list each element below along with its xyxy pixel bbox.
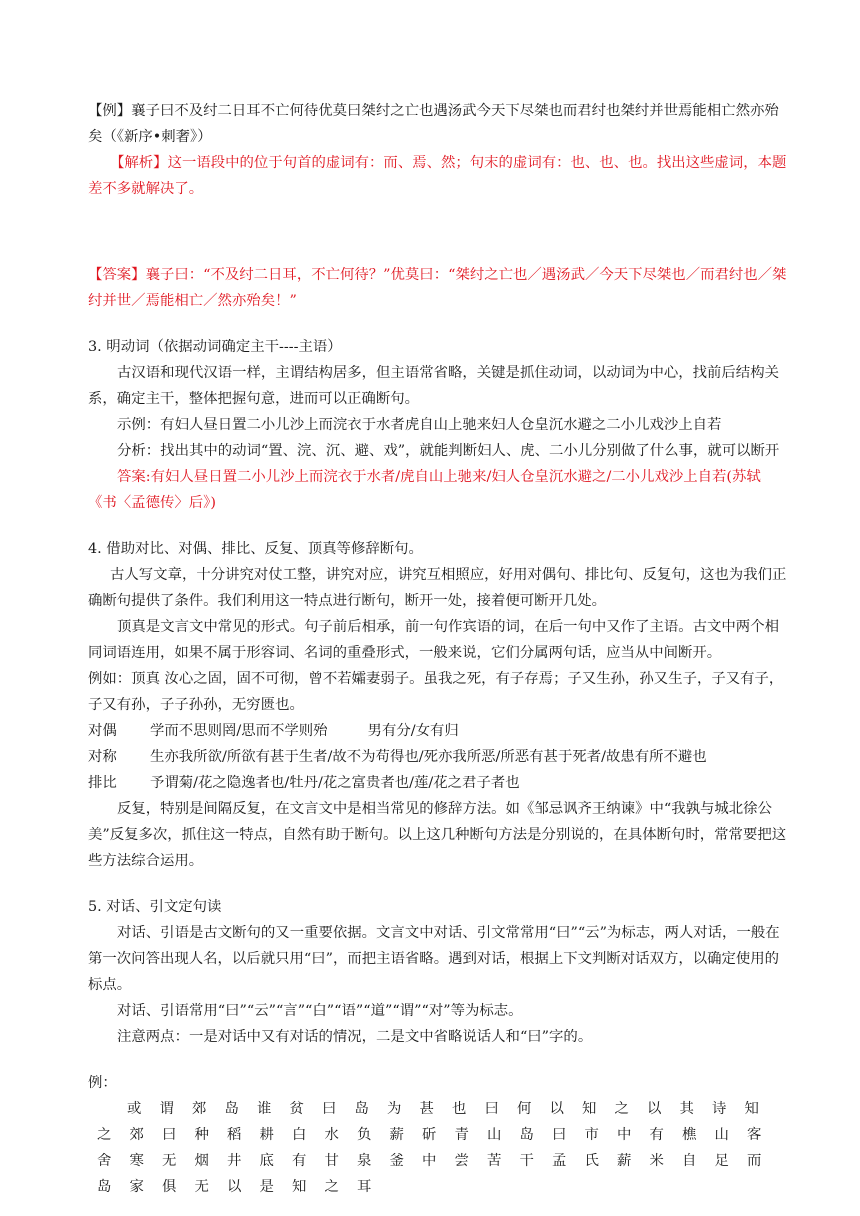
- rhetoric-example: 予谓菊/花之隐逸者也/牡丹/花之富贵者也/莲/花之君子者也: [150, 775, 520, 791]
- section4-paragraph-3: 反复，特别是间隔反复，在文言文中是相当常见的修辞方法。如《邹忌讽齐王纳谏》中“我孰与城北徐公美”反复多次，抓住这一特点，自然有助于断句。以上这几种断句方法是分别说的，在具体断句时，常常要把这些方法综合运用。: [88, 801, 787, 869]
- passage-char: 之: [614, 1101, 629, 1117]
- passage-char: 自: [682, 1153, 697, 1169]
- passage-char: 山: [714, 1127, 729, 1143]
- passage-char: 曰: [322, 1101, 337, 1117]
- rhetoric-label: 排比: [88, 775, 117, 791]
- passage-char: 家: [129, 1179, 144, 1195]
- passage-char: 何: [517, 1101, 532, 1117]
- passage-char: 白: [292, 1127, 307, 1143]
- rhetoric-row-duiou: [88, 718, 788, 744]
- passage-char: 谓: [159, 1101, 174, 1117]
- passage-char: 岛: [224, 1101, 239, 1117]
- passage-char: 干: [519, 1153, 534, 1169]
- section4-example: 例如：顶真 汝心之固，固不可彻，曾不若孀妻弱子。虽我之死，有子存焉；子又生孙，孙又生子，子又有子，子又有孙，子子孙孙，无穷匮也。: [88, 671, 784, 713]
- passage-char: 苦: [487, 1153, 502, 1169]
- passage-char: 有: [649, 1127, 664, 1143]
- passage-char: 甘: [324, 1153, 339, 1169]
- passage-char: 水: [324, 1127, 339, 1143]
- passage-char: 客: [747, 1127, 762, 1143]
- passage-char: 负: [357, 1127, 372, 1143]
- passage-char: 郊: [129, 1127, 144, 1143]
- passage-char: 为: [387, 1101, 402, 1117]
- passage-char: 郊: [192, 1101, 207, 1117]
- passage-char: 诗: [712, 1101, 727, 1117]
- passage-char: 岛: [519, 1127, 534, 1143]
- passage-char: 甚: [419, 1101, 434, 1117]
- passage-char: 之: [324, 1179, 339, 1195]
- unpunctuated-passage: [88, 1096, 788, 1200]
- passage-char: 市: [584, 1127, 599, 1143]
- passage-char: 足: [714, 1153, 729, 1169]
- rhetoric-row-paibi: [88, 770, 788, 796]
- passage-char: 知: [292, 1179, 307, 1195]
- passage-char: 谁: [257, 1101, 272, 1117]
- passage-char: 贫: [289, 1101, 304, 1117]
- rhetoric-label: 对偶: [88, 723, 117, 739]
- passage-char: 曰: [552, 1127, 567, 1143]
- passage-char: 是: [259, 1179, 274, 1195]
- passage-char: 耳: [357, 1179, 372, 1195]
- section5-paragraph-3: 注意两点：一是对话中又有对话的情况，二是文中省略说话人和“曰”字的。: [117, 1029, 593, 1045]
- passage-char: 樵: [682, 1127, 697, 1143]
- passage-char: 有: [292, 1153, 307, 1169]
- passage-char: 山: [487, 1127, 502, 1143]
- passage-char: 曰: [162, 1127, 177, 1143]
- passage-char: 以: [227, 1179, 242, 1195]
- passage-char: 舍: [97, 1153, 112, 1169]
- section3-sample: 示例：有妇人昼日置二小儿沙上而浣衣于水者虎自山上驰来妇人仓皇沉水避之二小儿戏沙上自若: [117, 417, 722, 433]
- section3-analysis: 分析：找出其中的动词“置、浣、沉、避、戏”，就能判断妇人、虎、二小儿分别做了什么事，就可以断开: [117, 443, 780, 459]
- rhetoric-example: 生亦我所欲/所欲有甚于生者/故不为苟得也/死亦我所恶/所恶有甚于死者/故患有所不避也: [150, 749, 707, 765]
- passage-char: 之: [97, 1127, 112, 1143]
- section3-answer: 答案:有妇人昼日置二小儿沙上而浣衣于水者/虎自山上驰来/妇人仓皇沉水避之/二小儿戏沙上自若(苏轼《书〈孟德传〉后》): [88, 469, 761, 511]
- passage-char: 以: [549, 1101, 564, 1117]
- passage-char: 无: [194, 1179, 209, 1195]
- section5-paragraph-2: 对话、引语常用“曰”“云”“言”“白”“语”“道”“谓”“对”等为标志。: [117, 1003, 523, 1019]
- section4-paragraph-1: 古人写文章，十分讲究对仗工整，讲究对应，讲究互相照应，好用对偶句、排比句、反复句，这也为我们正确断句提供了条件。我们利用这一特点进行断句，断开一处，接着便可断开几处。: [88, 567, 787, 609]
- section4-paragraph-2: 顶真是文言文中常见的形式。句子前后相承，前一句作宾语的词，在后一句中又作了主语。古文中两个相同词语连用，如果不属于形容词、名词的重叠形式，一般来说，它们分属两句话，应当从中间断开。: [88, 619, 779, 661]
- rhetoric-label: 对称: [88, 749, 117, 765]
- passage-char: 井: [227, 1153, 242, 1169]
- passage-char: 知: [744, 1101, 759, 1117]
- example1-answer: 【答案】襄子曰：“不及纣二日耳，不亡何待？”优莫曰：“桀纣之亡也／遇汤武／今天下尽桀也／而君纣也／桀纣并世／焉能相亡／然亦殆矣！”: [88, 267, 787, 309]
- passage-char: 曰: [484, 1101, 499, 1117]
- passage-char: 无: [162, 1153, 177, 1169]
- section5-heading: 5. 对话、引文定句读: [88, 899, 222, 915]
- rhetoric-example: 学而不思则罔/思而不学则殆 男有分/女有归: [150, 723, 459, 739]
- document-page: [88, 98, 788, 1200]
- passage-char: 泉: [357, 1153, 372, 1169]
- indent-spacer: [88, 1096, 118, 1122]
- example-label: 例：: [88, 1075, 117, 1091]
- passage-char: 氏: [584, 1153, 599, 1169]
- passage-char: 烟: [194, 1153, 209, 1169]
- passage-char: 种: [194, 1127, 209, 1143]
- example1-analysis: 【解析】这一语段中的位于句首的虚词有：而、焉、然；句末的虚词有：也、也、也。找出这些虚词，本题差不多就解决了。: [88, 155, 787, 197]
- passage-char: 中: [422, 1153, 437, 1169]
- passage-char: 而: [747, 1153, 762, 1169]
- passage-char: 以: [647, 1101, 662, 1117]
- section5-paragraph-1: 对话、引语是古文断句的又一重要依据。文言文中对话、引文常常用“曰”“云”为标志，两人对话，一般在第一次问答出现人名，以后就只用“曰”，而把主语省略。遇到对话，根据上下文判断对话双方，以确定使用的标点。: [88, 925, 780, 993]
- passage-char: 尝: [454, 1153, 469, 1169]
- section3-paragraph: 古汉语和现代汉语一样，主谓结构居多，但主语常省略，关键是抓住动词，以动词为中心，找前后结构关系，确定主干，整体把握句意，进而可以正确断句。: [88, 365, 779, 407]
- passage-char: 薪: [389, 1127, 404, 1143]
- passage-char: 中: [617, 1127, 632, 1143]
- passage-char: 稻: [227, 1127, 242, 1143]
- passage-char: 俱: [162, 1179, 177, 1195]
- passage-char: 斫: [422, 1127, 437, 1143]
- passage-char: 薪: [617, 1153, 632, 1169]
- passage-char: 青: [454, 1127, 469, 1143]
- passage-char: 孟: [552, 1153, 567, 1169]
- section4-heading: 4. 借助对比、对偶、排比、反复、顶真等修辞断句。: [88, 541, 423, 557]
- rhetoric-row-duichen: [88, 744, 788, 770]
- section3-heading: 3. 明动词（依据动词确定主干----主语）: [88, 339, 342, 355]
- passage-char: 岛: [354, 1101, 369, 1117]
- passage-char: 底: [259, 1153, 274, 1169]
- passage-char: 或: [127, 1101, 142, 1117]
- passage-char: 其: [679, 1101, 694, 1117]
- passage-char: 知: [582, 1101, 597, 1117]
- passage-char: 耕: [259, 1127, 274, 1143]
- passage-char: 岛: [97, 1179, 112, 1195]
- passage-char: 釜: [389, 1153, 404, 1169]
- example1-question: 【例】襄子曰不及纣二日耳不亡何待优莫曰桀纣之亡也遇汤武今天下尽桀也而君纣也桀纣并世焉能相亡然亦殆矣（《新序•刺奢》）: [88, 103, 779, 145]
- passage-char: 米: [649, 1153, 664, 1169]
- passage-char: 也: [452, 1101, 467, 1117]
- passage-char: 寒: [129, 1153, 144, 1169]
